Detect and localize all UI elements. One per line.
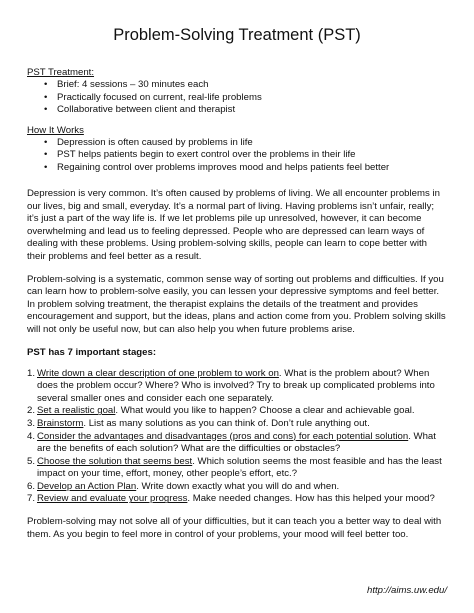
footer-link[interactable]: http://aims.uw.edu/ bbox=[367, 585, 447, 596]
stage-number: 1. bbox=[27, 367, 36, 379]
stage-title: Develop an Action Plan bbox=[37, 480, 137, 492]
list-item: • Practically focused on current, real-life problems bbox=[44, 92, 447, 105]
stage-number: 6. bbox=[27, 480, 36, 492]
list-item: • Depression is often caused by problems in life bbox=[44, 137, 447, 150]
how-it-works-heading: How It Works bbox=[27, 124, 84, 136]
stage-item bbox=[27, 368, 447, 406]
stage-text: . List as many solutions as you can think of. Don’t rule anything out. bbox=[83, 417, 370, 429]
stage-number: 2. bbox=[27, 405, 36, 417]
stage-text: . What is the problem about? When does the problem occur? Where? Who is involved? Try to break up complicated problems into several smaller ones and consider each one separately. bbox=[37, 367, 435, 404]
list-item: • PST helps patients begin to exert control over the problems in their life bbox=[44, 149, 447, 162]
stage-number: 5. bbox=[27, 455, 36, 467]
how-it-works-list bbox=[27, 137, 447, 175]
stage-title: Consider the advantages and disadvantages (pros and cons) for each potential solution bbox=[37, 430, 409, 442]
stage-title: Review and evaluate your progress bbox=[37, 493, 188, 505]
stage-text: . What would you like to happen? Choose a clear and achievable goal. bbox=[115, 405, 415, 417]
page-title: Problem-Solving Treatment (PST) bbox=[113, 26, 361, 44]
stages-heading: PST has 7 important stages: bbox=[27, 346, 157, 358]
stage-item bbox=[27, 456, 447, 481]
stage-item bbox=[27, 431, 447, 456]
stage-number: 7. bbox=[27, 493, 36, 505]
stage-item bbox=[27, 481, 447, 494]
paragraph-problem-solving: Problem-solving is a systematic, common sense way of sorting out problems and difficulties. If you can learn how to problem-solve easily, you can lessen your depressive symptoms and feel better. In problem solving treatment, the therapist explains the details of the treatment and provides encouragement and support, but the ideas, plans and action come from you. Problem solving skills will not only be useful now, but can also help you when future problems arise. bbox=[27, 273, 446, 335]
stage-item bbox=[27, 405, 447, 418]
stages-list bbox=[27, 368, 447, 507]
stage-text: . Write down exactly what you will do and when. bbox=[136, 480, 340, 492]
stage-text: . Make needed changes. How has this helped your mood? bbox=[187, 493, 435, 505]
paragraph-depression: Depression is very common. It’s often caused by problems of living. We all encounter problems in our lives, big and small, everyday. It’s a normal part of living. Having problems isn’t unfair, really; it’s just a part of the way life is. If we let problems pile up unresolved, however, it can become overwhelming and lead us to feeling depressed. People who are depressed can learn ways of dealing with these problems. Using problem-solving skills, people can learn to cope better with their problems and feel better as a result. bbox=[27, 188, 440, 262]
treatment-heading: PST Treatment: bbox=[27, 67, 95, 78]
closing-paragraph: Problem-solving may not solve all of your difficulties, but it can teach you a better way to deal with them. As you begin to feel more in control of your problems, your mood will feel better too. bbox=[27, 516, 442, 540]
stage-number: 3. bbox=[27, 417, 36, 429]
list-item: • Collaborative between client and therapist bbox=[44, 104, 447, 117]
stage-title: Write down a clear description of one problem to work on bbox=[37, 367, 279, 379]
stage-text: . What are the benefits of each solution? What are the difficulties or obstacles? bbox=[37, 430, 436, 455]
list-item: • Regaining control over problems improves mood and helps patients feel better bbox=[44, 162, 447, 175]
stage-item bbox=[27, 493, 447, 506]
list-item: • Brief: 4 sessions – 30 minutes each bbox=[44, 79, 447, 92]
stage-item bbox=[27, 418, 447, 431]
treatment-list bbox=[27, 79, 447, 117]
stage-number: 4. bbox=[27, 430, 36, 442]
stage-title: Brainstorm bbox=[37, 417, 84, 429]
stage-title: Choose the solution that seems best bbox=[37, 455, 193, 467]
stage-title: Set a realistic goal bbox=[37, 405, 116, 417]
stage-text: . Which solution seems the most feasible and has the least impact on your time, effort, money, other people’s effort, etc.? bbox=[37, 455, 442, 480]
